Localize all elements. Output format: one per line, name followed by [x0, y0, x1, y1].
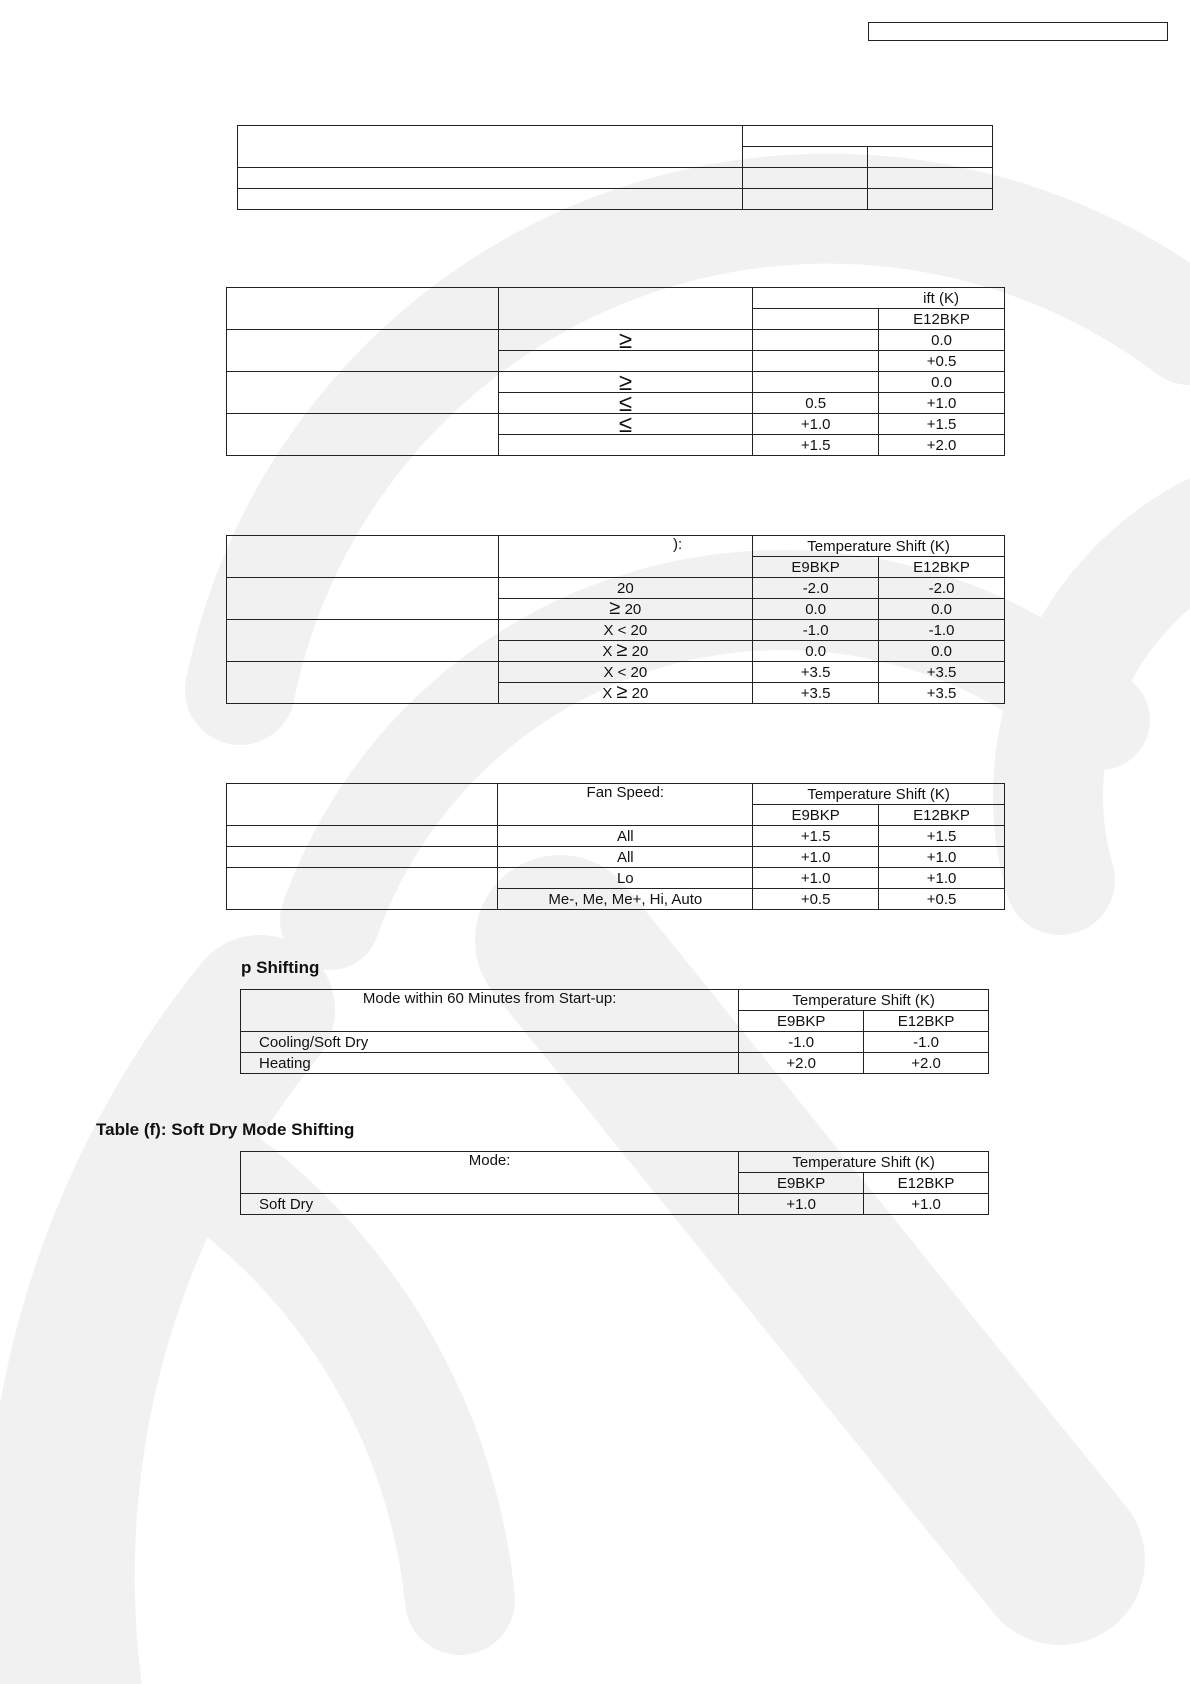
table-row: X ≥ 20 +3.5 +3.5	[227, 683, 1005, 704]
table-row: ≥ 0.0	[227, 372, 1005, 393]
table-row: All +1.5 +1.5	[227, 826, 1005, 847]
table-a-header-cell	[238, 126, 743, 168]
header-box	[868, 22, 1168, 41]
table-row: X < 20 -1.0 -1.0	[227, 620, 1005, 641]
header-cell-model-2: E12BKP	[879, 309, 1005, 330]
table-row: +1.5 +2.0	[227, 435, 1005, 456]
table-row: Cooling/Soft Dry -1.0 -1.0	[241, 1032, 989, 1053]
table-a-header-cell	[743, 126, 993, 147]
header-cell-model-2: E12BKP	[879, 805, 1005, 826]
table-a-header-cell	[868, 147, 993, 168]
header-cell-model-1: E9BKP	[753, 557, 879, 578]
header-cell-temperature-shift: Temperature Shift (K)	[753, 536, 1005, 557]
table-e-title: p Shifting	[241, 958, 320, 977]
header-cell-model-1	[753, 309, 879, 330]
table-row: ≥ 0.0	[227, 330, 1005, 351]
header-cell-condition	[498, 288, 753, 330]
header-cell-condition: ):	[498, 536, 753, 578]
table-row: ≤ 0.5 +1.0	[227, 393, 1005, 414]
table-b	[226, 287, 1005, 456]
header-cell-mode	[227, 784, 498, 826]
table-a	[237, 125, 993, 210]
header-cell-fan-speed: Fan Speed:	[498, 784, 753, 826]
table-row: Me-, Me, Me+, Hi, Auto +0.5 +0.5	[227, 889, 1005, 910]
table-row: X < 20 +3.5 +3.5	[227, 662, 1005, 683]
table-row	[238, 189, 993, 210]
header-cell-temperature-shift: Temperature Shift (K)	[753, 784, 1005, 805]
header-cell-model-1: E9BKP	[739, 1173, 864, 1194]
table-row: Soft Dry +1.0 +1.0	[241, 1194, 989, 1215]
header-cell-model-1: E9BKP	[753, 805, 879, 826]
table-a-header-cell	[743, 147, 868, 168]
header-cell-model-2: E12BKP	[864, 1173, 989, 1194]
table-c	[226, 535, 1005, 704]
header-cell-mode: Mode within 60 Minutes from Start-up:	[241, 990, 739, 1032]
header-cell-model-1: E9BKP	[739, 1011, 864, 1032]
table-f	[240, 1151, 989, 1215]
table-row	[238, 168, 993, 189]
table-row: All +1.0 +1.0	[227, 847, 1005, 868]
table-row: ≥ 20 0.0 0.0	[227, 599, 1005, 620]
table-row: X ≥ 20 0.0 0.0	[227, 641, 1005, 662]
header-cell-model-2: E12BKP	[879, 557, 1005, 578]
header-cell-temperature-shift: Temperature Shift (K)	[739, 990, 989, 1011]
header-cell-mode	[227, 288, 499, 330]
header-cell-mode	[227, 536, 499, 578]
header-cell-temperature-shift: ift (K)	[753, 288, 1005, 309]
table-row: 20 -2.0 -2.0	[227, 578, 1005, 599]
table-row: Lo +1.0 +1.0	[227, 868, 1005, 889]
table-f-title: Table (f): Soft Dry Mode Shifting	[96, 1120, 355, 1139]
header-cell-mode: Mode:	[241, 1152, 739, 1194]
table-row: Heating +2.0 +2.0	[241, 1053, 989, 1074]
table-row: +0.5	[227, 351, 1005, 372]
header-cell-model-2: E12BKP	[864, 1011, 989, 1032]
table-row: ≤ +1.0 +1.5	[227, 414, 1005, 435]
table-d	[226, 783, 1005, 910]
table-e	[240, 989, 989, 1074]
header-cell-temperature-shift: Temperature Shift (K)	[739, 1152, 989, 1173]
